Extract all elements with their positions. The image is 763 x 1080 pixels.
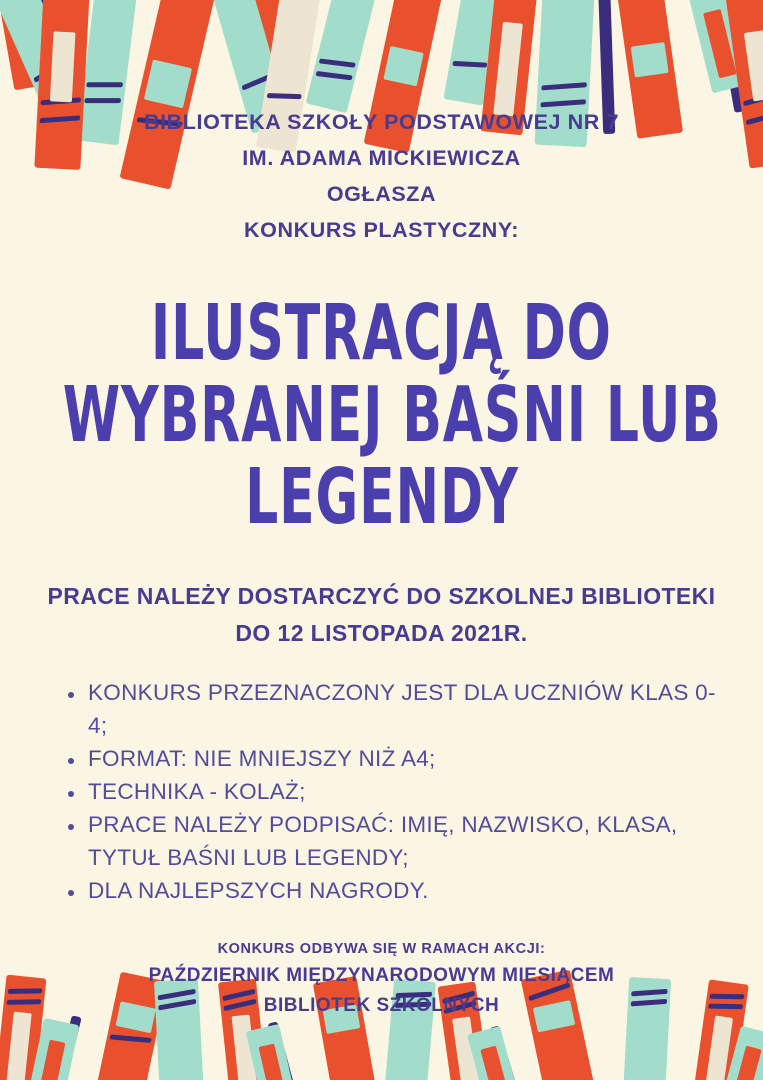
header-line-library: BIBLIOTEKA SZKOŁY PODSTAWOWEJ NR 7 [143, 110, 620, 134]
poster-header [0, 104, 763, 248]
rule-item: • PRACE NALEŻY PODPISAĆ: IMIĘ, NAZWISKO, KLASA, TYTUŁ BAŚNI LUB LEGENDY; [86, 808, 734, 874]
footer-campaign-line-1: PAŹDZIERNIK MIĘDZYNARODOWYM MIESIĄCEM [148, 965, 615, 986]
title-line-1: ILUSTRACJĄ DO [151, 287, 612, 378]
rule-item: • KONKURS PRZEZNACZONY JEST DLA UCZNIÓW KLAS 0-4; [86, 676, 734, 742]
poster-footer [0, 937, 763, 1021]
contest-rules-list [62, 676, 734, 907]
book-label [40, 1039, 66, 1080]
header-line-announces: OGŁASZA [326, 182, 437, 206]
deadline-line-2: DO 12 LISTOPADA 2021R. [235, 620, 528, 646]
book-label [259, 1044, 284, 1080]
poster-title [0, 287, 763, 542]
rule-item: • FORMAT: NIE MNIEJSZY NIŻ A4; [86, 742, 734, 775]
footer-campaign-line-2: BIBLIOTEK SZKOLNYCH [263, 995, 500, 1016]
footer-campaign-intro: KONKURS ODBYWA SIĘ W RAMACH AKCJI: [217, 941, 546, 957]
header-line-patron: IM. ADAMA MICKIEWICZA [242, 146, 521, 170]
title-line-3: LEGENDY [244, 451, 519, 542]
rule-item: • DLA NAJLEPSZYCH NAGRODY. [86, 874, 734, 907]
deadline-notice [0, 578, 763, 652]
book-label [480, 1045, 506, 1080]
book-label [6, 1011, 32, 1080]
header-line-contest: KONKURS PLASTYCZNY: [244, 218, 519, 242]
deadline-line-1: PRACE NALEŻY DOSTARCZYĆ DO SZKOLNEJ BIBLIOTEKI [47, 583, 716, 609]
book-stripe [110, 1035, 152, 1044]
title-line-2: WYBRANEJ BAŚNI LUB [62, 369, 722, 460]
rule-item: • TECHNIKA - KOLAŻ; [86, 775, 734, 808]
book-label [735, 1045, 762, 1080]
